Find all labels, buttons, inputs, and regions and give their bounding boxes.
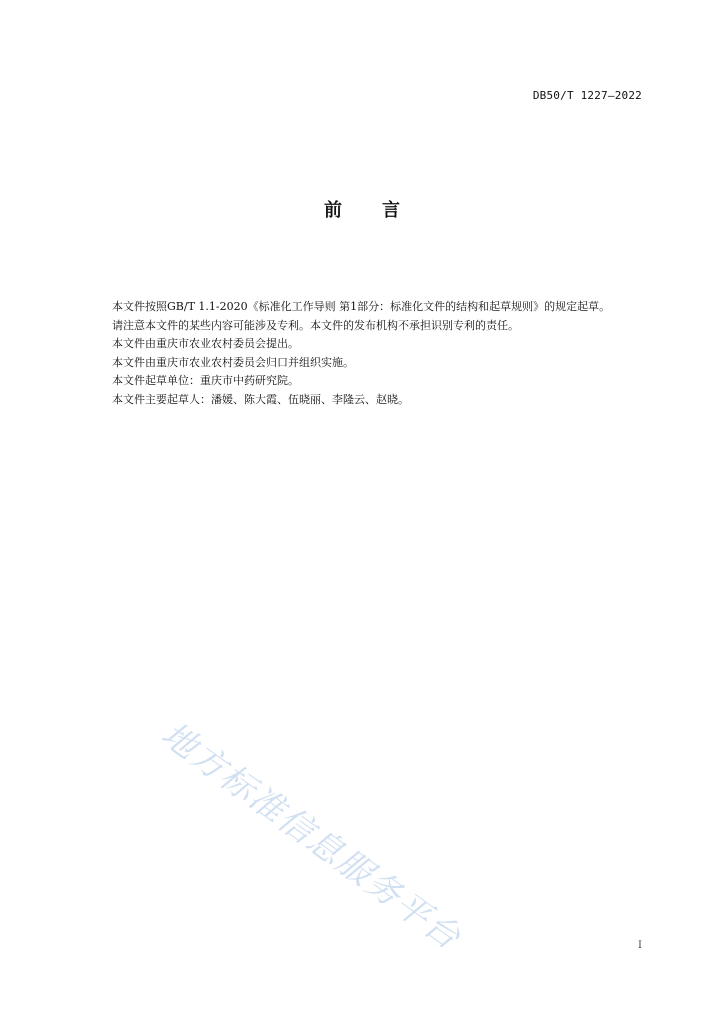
paragraph-drafting-rules: 本文件按照GB/T 1.1-2020《标准化工作导则 第1部分：标准化文件的结构和起草规则》的规定起草。 [112,300,611,313]
paragraph-patent-notice: 请注意本文件的某些内容可能涉及专利。本文件的发布机构不承担识别专利的责任。 [112,318,519,332]
paragraph-proposer: 本文件由重庆市农业农村委员会提出。 [112,337,299,350]
foreword-body [86,298,658,409]
paragraph-administrator: 本文件由重庆市农业农村委员会归口并组织实施。 [112,355,354,369]
page-number: I [638,940,642,951]
document-code: DB50/T 1227—2022 [532,89,642,102]
paragraph-drafters: 本文件主要起草人：潘媛、陈大霞、伍晓丽、李隆云、赵晓。 [112,392,409,406]
watermark: 地方标准信息服务平台 [153,714,469,959]
paragraph-drafting-unit: 本文件起草单位：重庆市中药研究院。 [112,374,299,387]
page-title [0,196,724,222]
title-char-1: 前 [324,200,342,221]
title-char-2: 言 [382,200,400,221]
